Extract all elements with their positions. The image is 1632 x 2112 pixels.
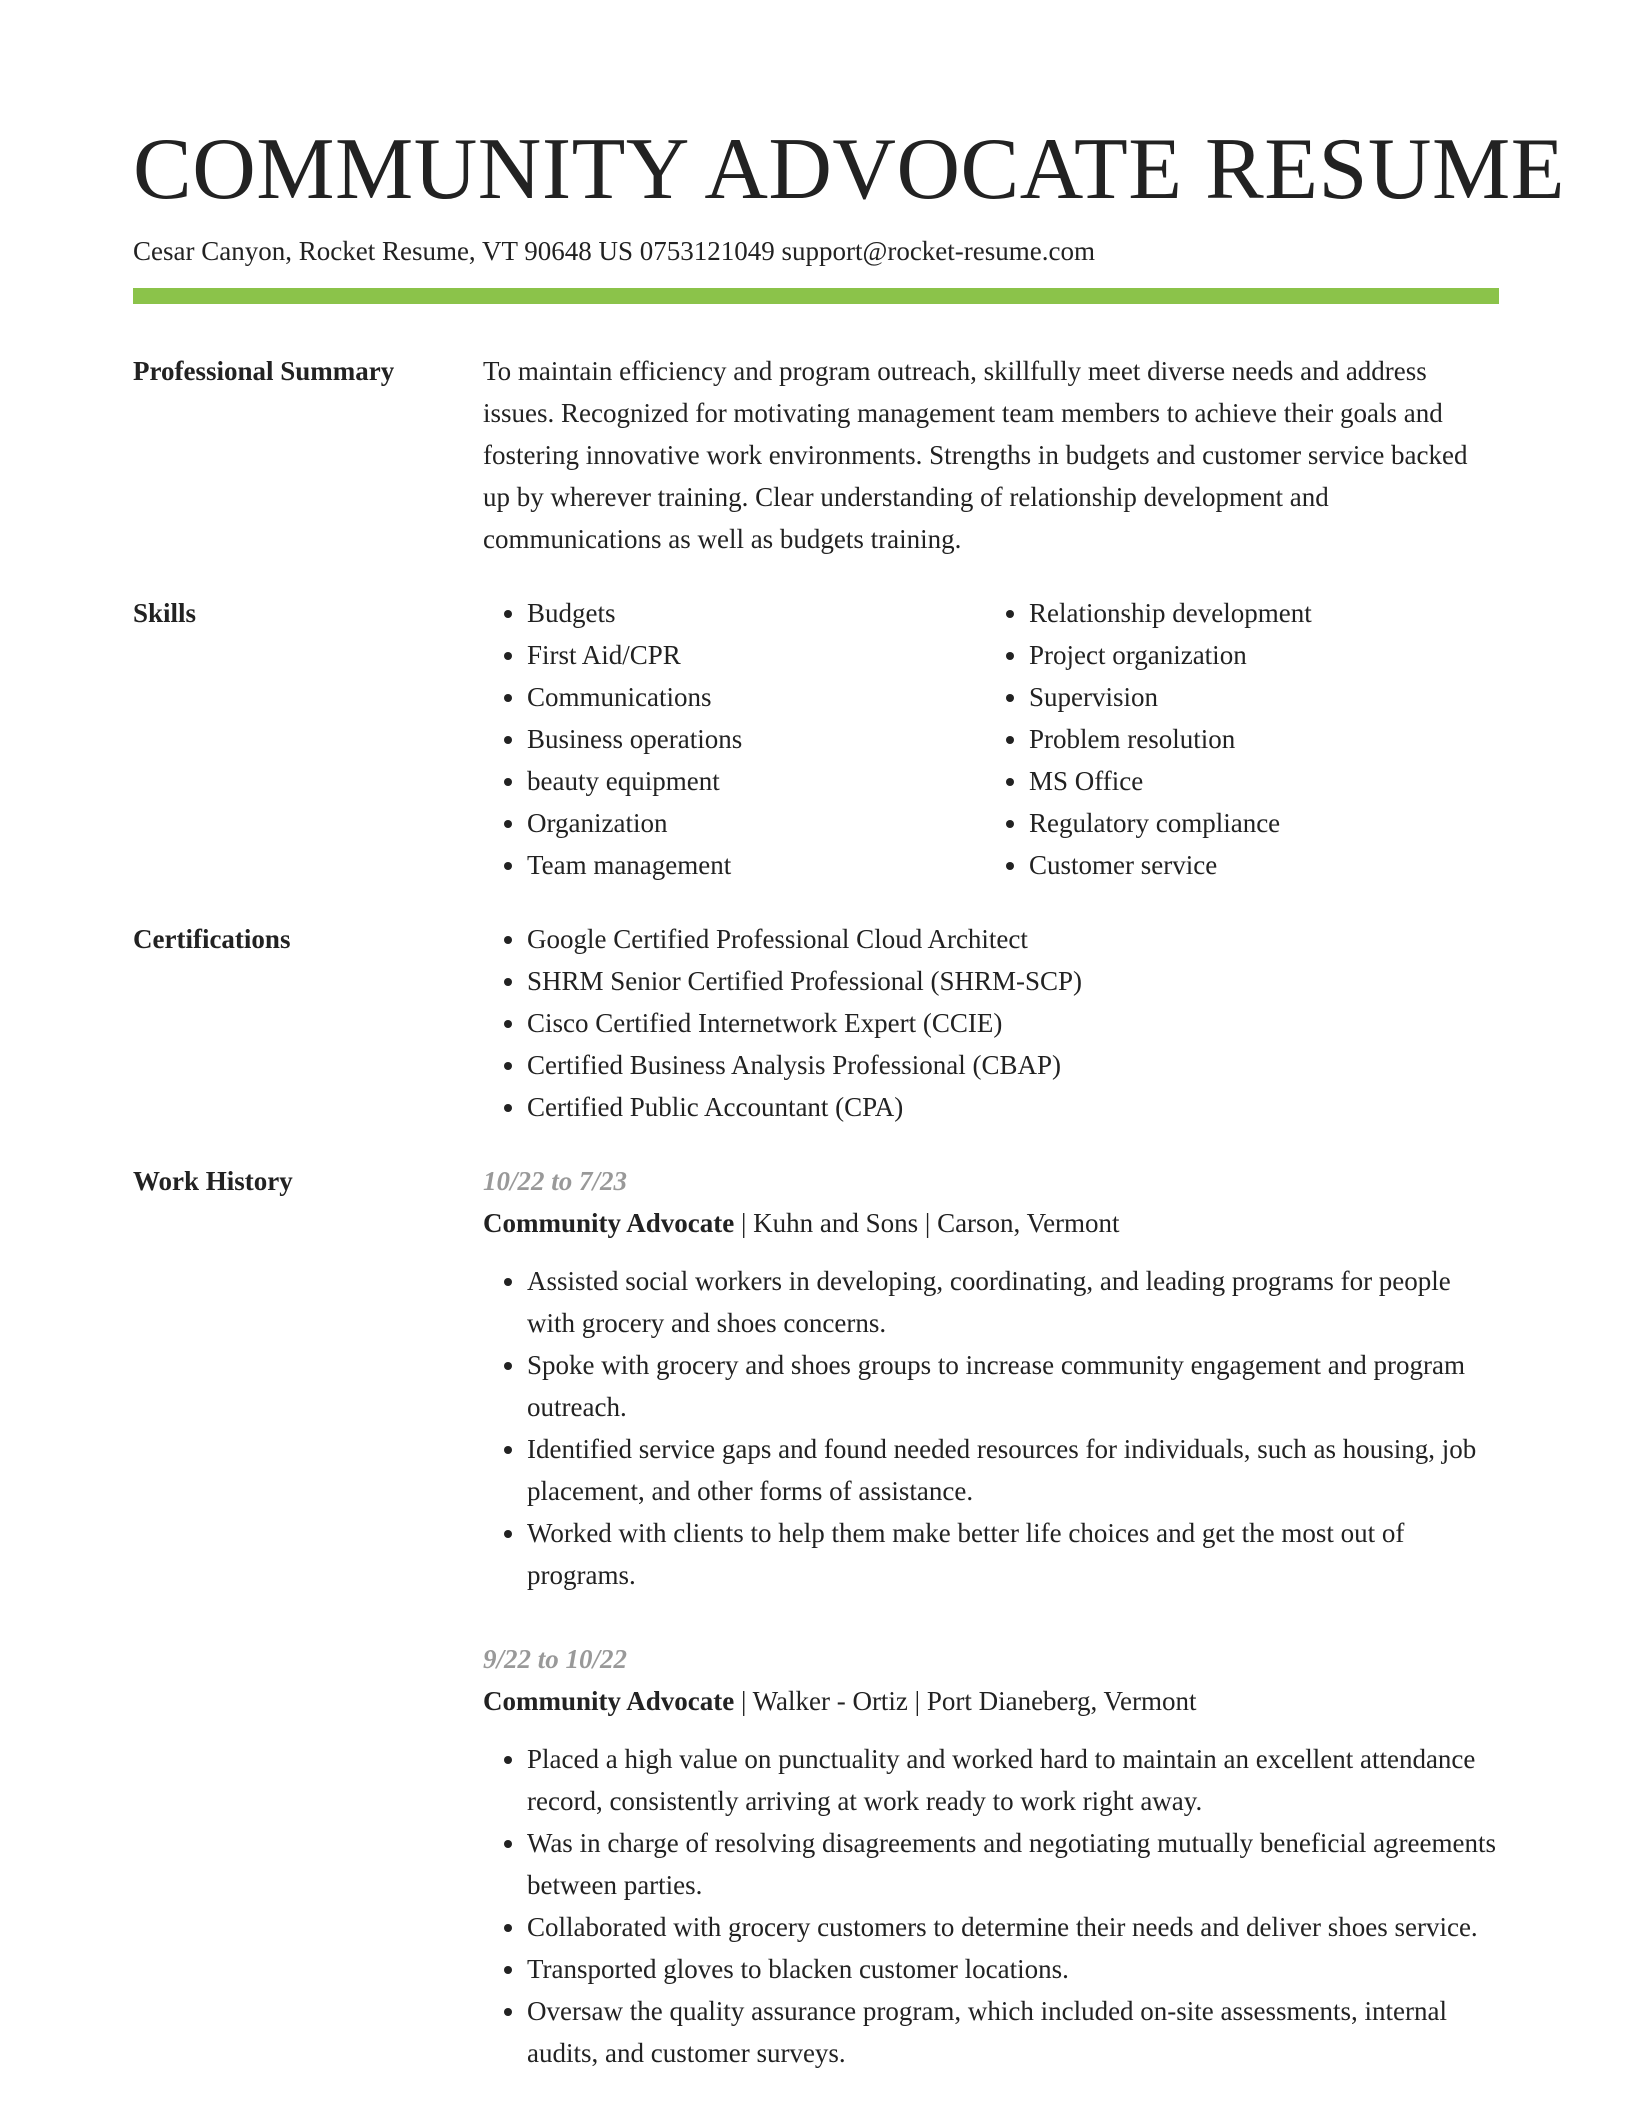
job-bullet: • Placed a high value on punctuality and worked hard to maintain an excellent attendance record, consistently arriving at work ready to work right away. (527, 1738, 1499, 1822)
job-bullet: • Was in charge of resolving disagreements and negotiating mutually beneficial agreements between parties. (527, 1822, 1499, 1906)
job-bullets (483, 1738, 1499, 2074)
job-title: Community Advocate (483, 1208, 735, 1238)
certifications-list (483, 918, 1499, 1128)
skill-item: • Project organization (1029, 634, 1487, 676)
skill-item: • First Aid/CPR (527, 634, 985, 676)
job-entry (483, 1638, 1499, 2074)
job-bullet: • Oversaw the quality assurance program, which included on-site assessments, internal audits, and customer surveys. (527, 1990, 1499, 2074)
job-bullets (483, 1260, 1499, 1596)
summary-heading: Professional Summary (133, 356, 395, 386)
skill-item: • Supervision (1029, 676, 1487, 718)
skills-section (133, 592, 1499, 886)
job-bullet: • Transported gloves to blacken customer locations. (527, 1948, 1499, 1990)
summary-section (133, 350, 1499, 560)
resume-title: COMMUNITY ADVOCATE RESUME (133, 121, 1565, 218)
skill-item: • Communications (527, 676, 985, 718)
certification-item: • Certified Business Analysis Professional (CBAP) (527, 1044, 1499, 1086)
job-bullet: • Assisted social workers in developing, coordinating, and leading programs for people with grocery and shoes concerns. (527, 1260, 1499, 1344)
skill-item: • Regulatory compliance (1029, 802, 1487, 844)
certification-item: • SHRM Senior Certified Professional (SHRM-SCP) (527, 960, 1499, 1002)
certification-item: • Cisco Certified Internetwork Expert (CCIE) (527, 1002, 1499, 1044)
job-bullet: • Identified service gaps and found needed resources for individuals, such as housing, job placement, and other forms of assistance. (527, 1428, 1499, 1512)
job-employer-location: | Walker - Ortiz | Port Dianeberg, Vermont (734, 1686, 1197, 1716)
job-title: Community Advocate (483, 1686, 735, 1716)
job-dates: 9/22 to 10/22 (483, 1644, 628, 1674)
skills-list-right (985, 592, 1487, 886)
accent-divider (133, 288, 1499, 304)
job-entry (483, 1160, 1499, 1596)
skill-item: • Relationship development (1029, 592, 1487, 634)
skill-item: • Organization (527, 802, 985, 844)
skill-item: • MS Office (1029, 760, 1487, 802)
summary-text: To maintain efficiency and program outreach, skillfully meet diverse needs and address issues. Recognized for motivating management team members to achieve their goals and fostering innovative work environments. Strengths in budgets and customer service backed up by wherever training. Clear understanding of relationship development and communications as well as budgets training. (483, 356, 1468, 554)
skills-heading: Skills (133, 598, 197, 628)
certifications-heading: Certifications (133, 924, 291, 954)
job-title-line (483, 1202, 1499, 1244)
skill-item: • Business operations (527, 718, 985, 760)
skill-item: • Budgets (527, 592, 985, 634)
job-dates: 10/22 to 7/23 (483, 1166, 628, 1196)
skill-item: • Customer service (1029, 844, 1487, 886)
job-title-line (483, 1680, 1499, 1722)
certifications-section (133, 918, 1499, 1128)
job-bullet: • Collaborated with grocery customers to determine their needs and deliver shoes service. (527, 1906, 1499, 1948)
skill-item: • beauty equipment (527, 760, 985, 802)
skills-list-left (483, 592, 985, 886)
certification-item: • Google Certified Professional Cloud Architect (527, 918, 1499, 960)
certification-item: • Certified Public Accountant (CPA) (527, 1086, 1499, 1128)
job-employer-location: | Kuhn and Sons | Carson, Vermont (734, 1208, 1120, 1238)
skill-item: • Problem resolution (1029, 718, 1487, 760)
work-history-heading: Work History (133, 1166, 293, 1196)
job-bullet: • Worked with clients to help them make better life choices and get the most out of programs. (527, 1512, 1499, 1596)
contact-line: Cesar Canyon, Rocket Resume, VT 90648 US 0753121049 support@rocket-resume.com (133, 236, 1095, 266)
job-bullet: • Spoke with grocery and shoes groups to increase community engagement and program outreach. (527, 1344, 1499, 1428)
work-history-section (133, 1160, 1499, 2074)
skill-item: • Team management (527, 844, 985, 886)
